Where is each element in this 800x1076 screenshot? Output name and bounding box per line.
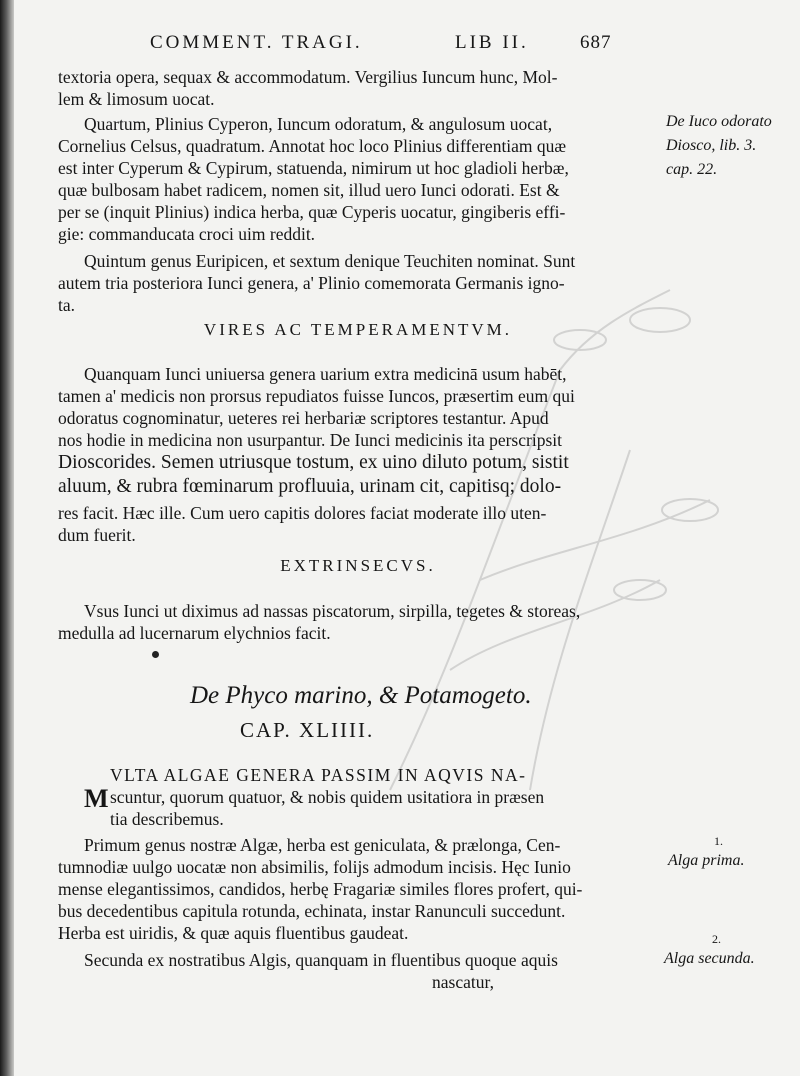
- text-line: bus decedentibus capitula rotunda, echinata, instar Ranunculi succedunt.: [58, 901, 566, 921]
- margin-note: cap. 22.: [666, 161, 718, 178]
- text-line: Quanquam Iunci uniuersa genera uarium extra medicinā usum habēt,: [84, 364, 567, 384]
- chapter-number: CAP. XLIIII.: [240, 718, 375, 742]
- text-line: autem tria posteriora Iunci genera, a' Plinio comemorata Germanis igno-: [58, 273, 565, 293]
- text-line: est inter Cyperum & Cypirum, statuenda, nimirum ut hoc gladioli herbæ,: [58, 158, 569, 178]
- section-heading-extrinsecus: EXTRINSECVS.: [280, 556, 436, 575]
- text-line: mense elegantissimos, candidos, herbę Fragariæ similes flores profert, qui-: [58, 879, 583, 899]
- margin-number: 2.: [712, 932, 721, 946]
- text-line: Cornelius Celsus, quadratum. Annotat hoc loco Plinius differentiam quæ: [58, 136, 567, 156]
- section-heading-vires: VIRES AC TEMPERAMENTVM.: [203, 320, 513, 339]
- margin-note: De Iuco odorato: [666, 113, 772, 130]
- text-line: per se (inquit Plinius) indica herba, quæ Cyperis uocatur, gingiberis effi-: [58, 202, 566, 222]
- text-line: dum fuerit.: [58, 525, 136, 545]
- text-line: Quintum genus Euripicen, et sextum denique Teuchiten nominat. Sunt: [84, 251, 576, 271]
- text-line: Herba est uiridis, & quæ aquis fluentibus gaudeat.: [58, 923, 409, 943]
- page-number: 687: [580, 32, 612, 53]
- text-line: Dioscorides. Semen utriusque tostum, ex uino diluto potum, sistit: [58, 452, 569, 473]
- margin-number: 1.: [714, 834, 723, 848]
- text-line: odoratus cognominatur, ueteres rei herbariæ scriptores testantur. Apud: [58, 408, 549, 428]
- text-line: gie: commanducata croci uim reddit.: [58, 224, 316, 244]
- margin-note: Alga prima.: [668, 852, 745, 869]
- running-title: COMMENT. TRAGI.: [150, 32, 363, 53]
- drop-capital: M: [84, 784, 109, 813]
- text-line: tia describemus.: [110, 809, 224, 829]
- text-line: Quartum, Plinius Cyperon, Iuncum odoratum, & angulosum uocat,: [84, 114, 553, 134]
- ink-spot: [152, 651, 159, 658]
- margin-note: Diosco, lib. 3.: [666, 137, 757, 154]
- text-line: nascatur,: [432, 972, 494, 992]
- text-line: tumnodiæ uulgo uocatæ non absimilis, folijs admodum incisis. Hęc Iunio: [58, 857, 571, 877]
- text-line: lem & limosum uocat.: [58, 89, 215, 109]
- text-line: medulla ad lucernarum elychnios facit.: [58, 623, 331, 643]
- text-line: nos hodie in medicina non usurpantur. De Iunci medicinis ita perscripsit: [58, 430, 562, 450]
- text-line: scuntur, quorum quatuor, & nobis quidem usitatiora in præsen: [110, 787, 545, 807]
- margin-note: Alga secunda.: [664, 950, 755, 967]
- text-line: Secunda ex nostratibus Algis, quanquam in fluentibus quoque aquis: [84, 950, 558, 970]
- text-line: tamen a' medicis non prorsus repudiatos fuisse Iuncos, præsertim eum qui: [58, 386, 575, 406]
- book-number: LIB II.: [455, 32, 529, 53]
- text-line: aluum, & rubra fœminarum profluuia, urinam cit, capitisq; dolo-: [58, 476, 562, 497]
- text-line: Primum genus nostræ Algæ, herba est geniculata, & prælonga, Cen-: [84, 835, 561, 855]
- page-gutter-shadow: [0, 0, 14, 1076]
- text-line: textoria opera, sequax & accommodatum. Vergilius Iuncum hunc, Mol-: [58, 67, 558, 87]
- text-line: ta.: [58, 295, 76, 315]
- text-line: quæ bulbosam habet radicem, nomen sit, illud uero Iunci odorati. Est &: [58, 180, 560, 200]
- chapter-title: De Phyco marino, & Potamogeto.: [190, 682, 532, 709]
- text-line: res facit. Hæc ille. Cum uero capitis dolores faciat moderate illo uten-: [58, 503, 547, 523]
- text-line: Vsus Iunci ut diximus ad nassas piscatorum, sirpilla, tegetes & storeas,: [84, 601, 581, 621]
- text-line: VLTA ALGAE GENERA PASSIM IN AQVIS NA-: [110, 765, 527, 785]
